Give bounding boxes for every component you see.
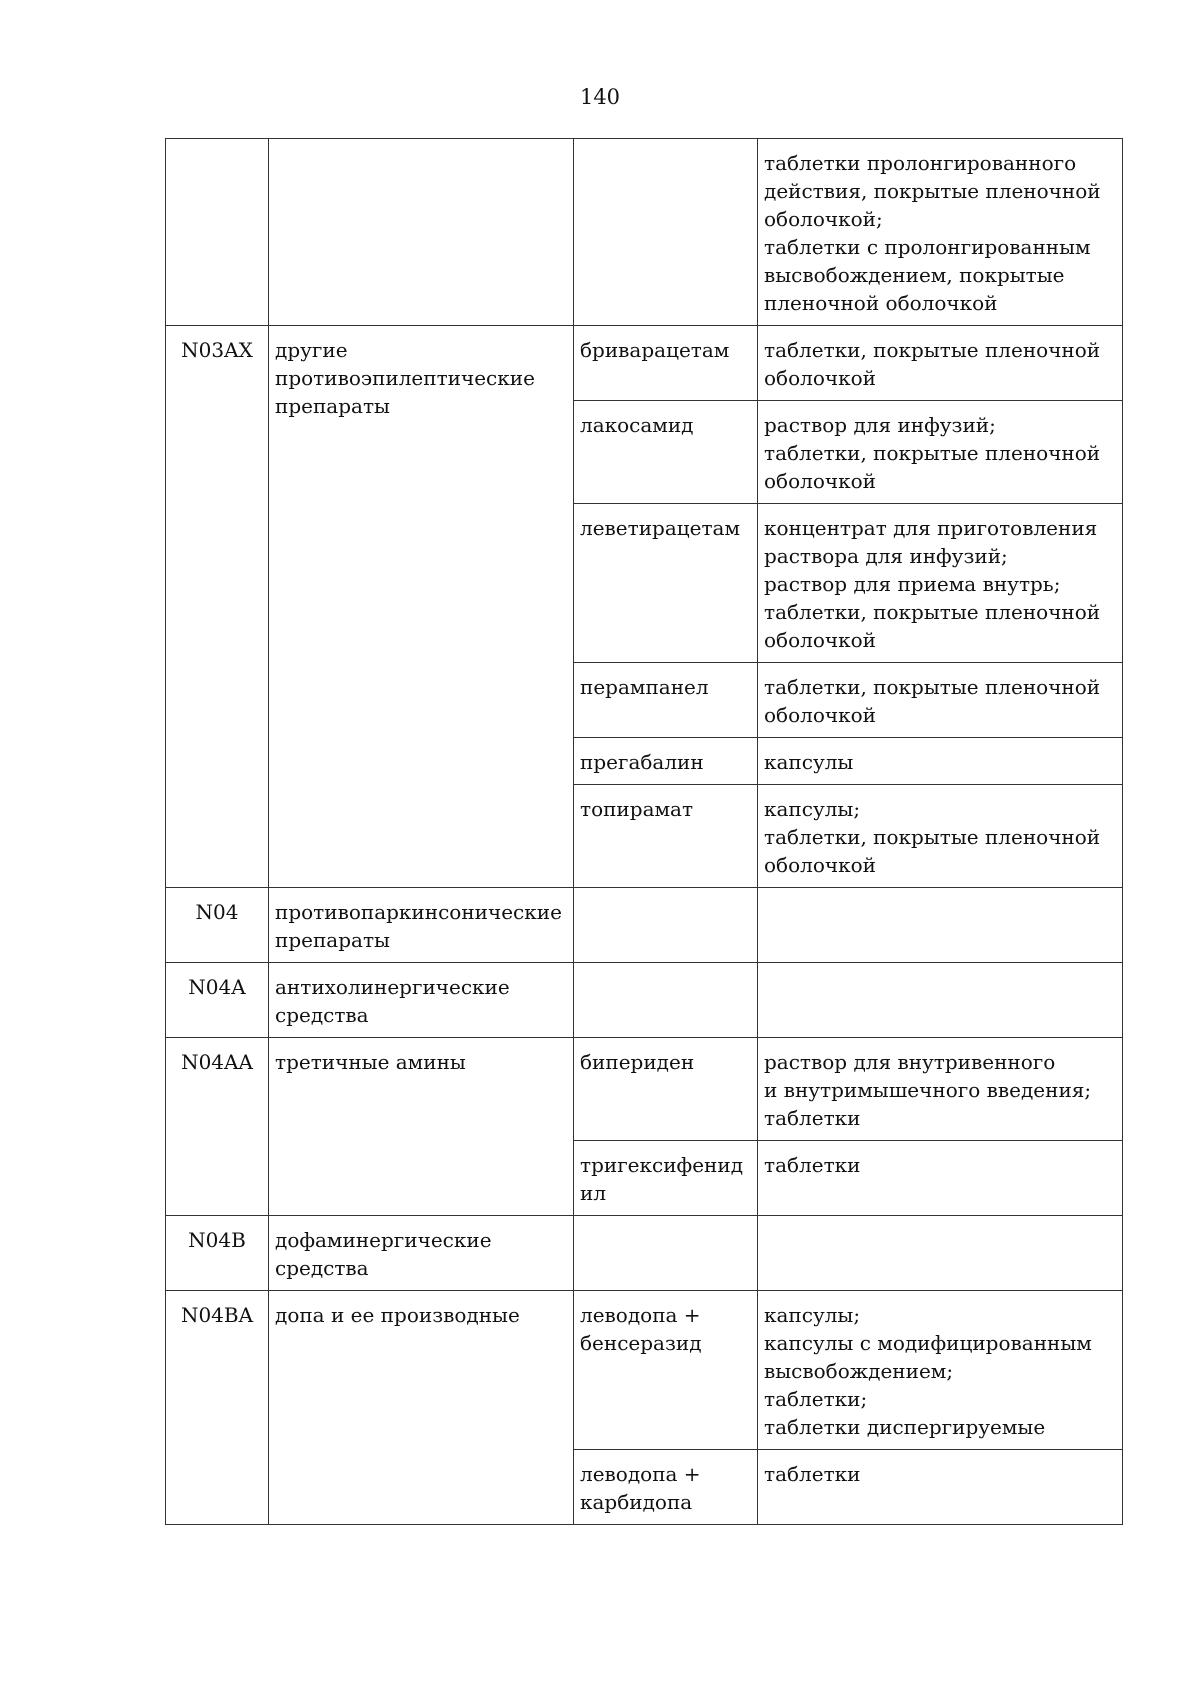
table-row	[166, 963, 1123, 1038]
table-body	[166, 139, 1123, 1525]
dosage-forms-cell	[758, 888, 1123, 963]
dosage-forms-cell	[758, 785, 1123, 888]
dosage-forms-cell	[758, 326, 1123, 401]
drug-name-cell: бриварацетам	[574, 326, 758, 401]
drug-name-cell: топирамат	[574, 785, 758, 888]
group-name-cell: дофаминергические средства	[269, 1216, 574, 1291]
dosage-forms-cell	[758, 1038, 1123, 1141]
atc-code-cell: N03AX	[166, 326, 269, 888]
dosage-form-line: таблетки диспергируемые	[764, 1415, 1046, 1439]
dosage-form-line: капсулы	[764, 750, 854, 774]
atc-code-cell: N04BA	[166, 1291, 269, 1525]
dosage-form-line: таблетки	[764, 1462, 861, 1486]
dosage-form-line: таблетки, покрытые пленочной оболочкой	[764, 441, 1101, 493]
dosage-form-line: концентрат для приготовления раствора для инфузий;	[764, 516, 1098, 568]
drug-name-cell: тригексифенидил	[574, 1141, 758, 1216]
group-name-cell: антихолинергические средства	[269, 963, 574, 1038]
dosage-form-line: таблетки с пролонгированным высвобождением, покрытые пленочной оболочкой	[764, 235, 1091, 315]
dosage-form-line: капсулы;	[764, 797, 861, 821]
atc-code-cell: N04	[166, 888, 269, 963]
dosage-form-line: таблетки;	[764, 1387, 868, 1411]
drug-name-cell: лакосамид	[574, 401, 758, 504]
dosage-forms-cell	[758, 401, 1123, 504]
dosage-form-line: таблетки пролонгированного действия, покрытые пленочной оболочкой;	[764, 151, 1101, 231]
dosage-form-line: раствор для инфузий;	[764, 413, 996, 437]
table-row	[166, 326, 1123, 401]
dosage-forms-cell	[758, 139, 1123, 326]
drug-name-cell: прегабалин	[574, 738, 758, 785]
dosage-forms-cell	[758, 738, 1123, 785]
group-name-cell: противопаркинсонические препараты	[269, 888, 574, 963]
table-row	[166, 1291, 1123, 1450]
table-row	[166, 888, 1123, 963]
table-row	[166, 1216, 1123, 1291]
atc-code-cell: N04A	[166, 963, 269, 1038]
table-row	[166, 1038, 1123, 1141]
dosage-forms-cell	[758, 1450, 1123, 1525]
drug-name-cell: леветирацетам	[574, 504, 758, 663]
dosage-forms-cell	[758, 1216, 1123, 1291]
dosage-forms-cell	[758, 1291, 1123, 1450]
dosage-form-line: капсулы с модифицированным высвобождением;	[764, 1331, 1092, 1383]
table-row	[166, 139, 1123, 326]
drug-name-cell: бипериден	[574, 1038, 758, 1141]
drug-name-cell	[574, 888, 758, 963]
group-name-cell: третичные амины	[269, 1038, 574, 1216]
drug-name-cell: перампанел	[574, 663, 758, 738]
dosage-forms-cell	[758, 504, 1123, 663]
atc-code-cell: N04B	[166, 1216, 269, 1291]
dosage-form-line: таблетки, покрытые пленочной оболочкой	[764, 338, 1101, 390]
drug-name-cell	[574, 1216, 758, 1291]
dosage-form-line: раствор для внутривенного	[764, 1050, 1056, 1074]
drug-name-cell	[574, 963, 758, 1038]
drug-name-cell: леводопа + бенсеразид	[574, 1291, 758, 1450]
group-name-cell	[269, 139, 574, 326]
group-name-cell: другие противоэпилептические препараты	[269, 326, 574, 888]
dosage-forms-cell	[758, 1141, 1123, 1216]
dosage-form-line: таблетки	[764, 1106, 861, 1130]
drug-name-cell	[574, 139, 758, 326]
dosage-form-line: таблетки	[764, 1153, 861, 1177]
dosage-form-line: таблетки, покрытые пленочной оболочкой	[764, 675, 1101, 727]
dosage-form-line: капсулы;	[764, 1303, 861, 1327]
dosage-forms-cell	[758, 963, 1123, 1038]
dosage-form-line: раствор для приема внутрь;	[764, 572, 1061, 596]
dosage-form-line: таблетки, покрытые пленочной оболочкой	[764, 825, 1101, 877]
dosage-form-line: и внутримышечного введения;	[764, 1078, 1092, 1102]
group-name-cell: допа и ее производные	[269, 1291, 574, 1525]
page-number: 140	[579, 85, 621, 109]
atc-code-cell: N04AA	[166, 1038, 269, 1216]
dosage-form-line: таблетки, покрытые пленочной оболочкой	[764, 600, 1101, 652]
drug-name-cell: леводопа + карбидопа	[574, 1450, 758, 1525]
dosage-forms-cell	[758, 663, 1123, 738]
atc-code-cell	[166, 139, 269, 326]
drug-table	[165, 138, 1123, 1525]
